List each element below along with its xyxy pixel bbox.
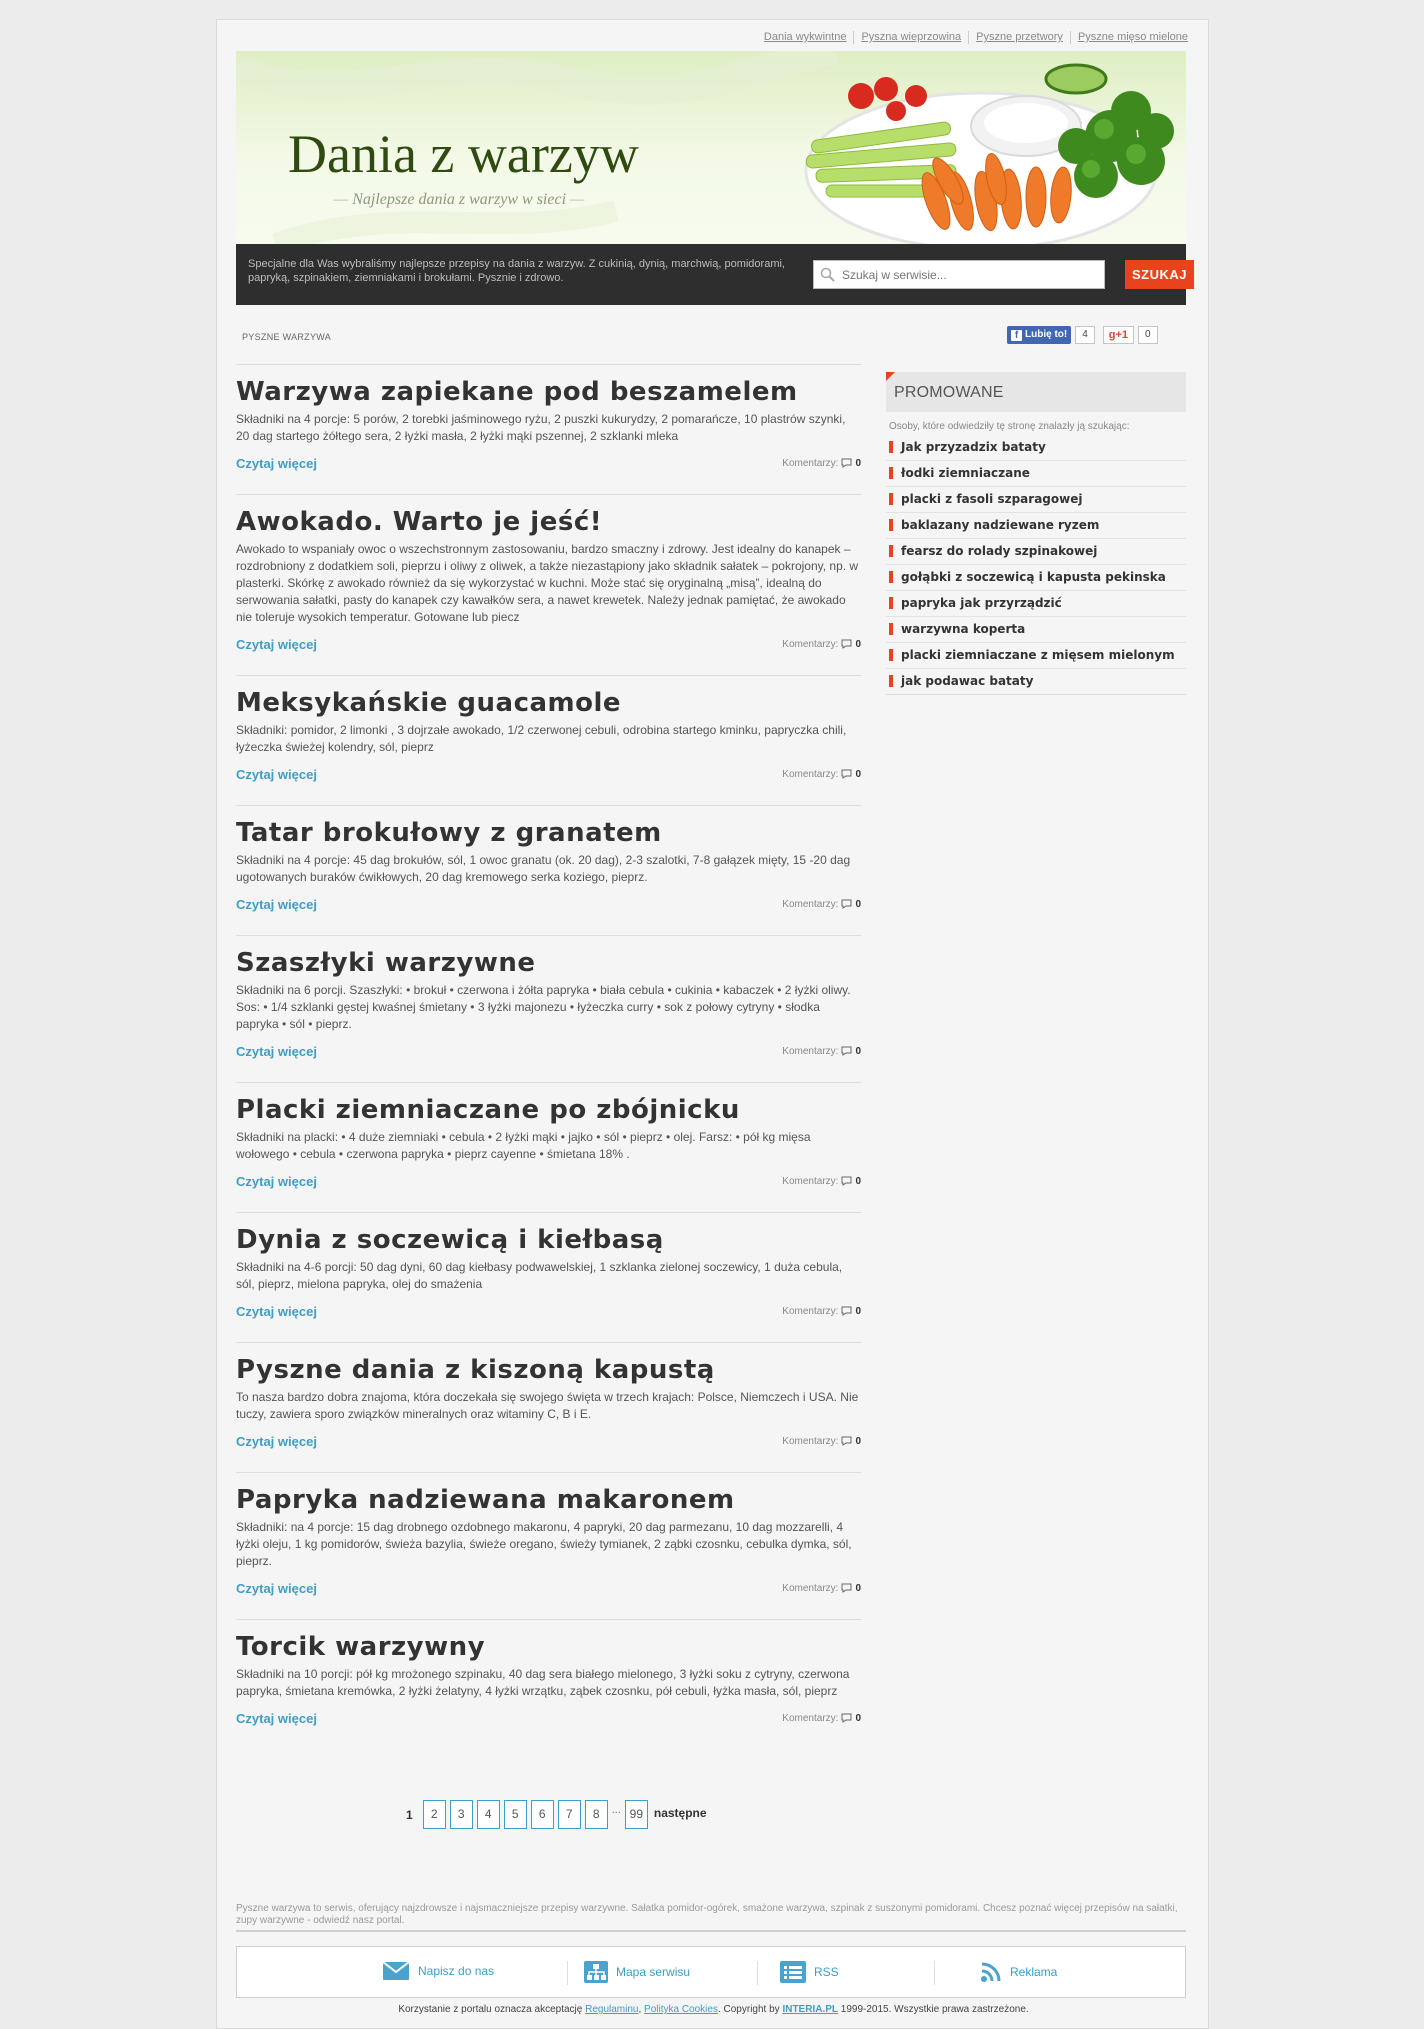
article-item [236,494,861,675]
article-excerpt: Składniki na placki: • 4 duże ziemniaki • cebula • 2 łyżki mąki • jajko • sól • pieprz • olej. Farsz: • pół kg mięsa wołowego • cebula • czerwona papryka • pieprz cayenne • śmietana 18% . [236,1130,811,1161]
comment-icon [841,1436,852,1446]
article-meta [236,634,861,654]
article-title[interactable]: Szaszłyki warzywne [236,948,536,978]
comments-number: 0 [855,1305,861,1317]
sidebar-list [886,435,1186,695]
search-box[interactable] [813,260,1105,289]
comments-count[interactable] [782,1713,861,1724]
article-excerpt: To nasza bardzo dobra znajoma, która doczekała się swojego święta w trzech krajach: Polsce, Niemczech i USA. Nie tuczy, zawiera sporo związków mineralnych oraz witaminy C, B i E. [236,1390,859,1421]
footer-ads-label: Reklama [1010,1965,1058,1979]
article-meta [236,1431,861,1451]
read-more-link[interactable]: Czytaj więcej [236,1710,317,1726]
comments-label: Komentarzy: [782,457,839,469]
footer-rss-label: RSS [814,1965,839,1979]
pagination-last-page[interactable]: 99 [625,1800,648,1829]
copyright [217,2004,1210,2015]
comments-number: 0 [855,638,861,650]
comments-count[interactable] [782,899,861,910]
article-meta [236,894,861,914]
footer-link-rss[interactable] [780,1961,839,1983]
breadcrumb[interactable]: PYSZNE WARZYWA [242,332,332,342]
footer-contact-label: Napisz do nas [418,1964,495,1978]
comment-icon [841,639,852,649]
comments-number: 0 [855,1435,861,1447]
comment-icon [841,1713,852,1723]
article-title[interactable]: Dynia z soczewicą i kiełbasą [236,1225,664,1255]
article-excerpt: Składniki: na 4 porcje: 15 dag drobnego ozdobnego makaronu, 4 papryki, 20 dag parmezanu, 10 dag mozzarelli, 4 łyżki oleju, 1 kg pomidorów, świeża bazylia, świeże oregano, świeży tymianek, 2 ząbki czosnku, cebulka dymka, sól, pieprz. [236,1520,852,1568]
read-more-link[interactable]: Czytaj więcej [236,766,317,782]
sidebar-promoted [886,372,1186,695]
comments-label: Komentarzy: [782,638,839,650]
tagline-text: Najlepsze dania z warzyw w sieci [352,191,567,208]
article-item [236,1212,861,1342]
footer-link-contact[interactable] [382,1961,494,1981]
sidebar-item[interactable]: jak podawac bataty [886,669,1186,695]
comments-number: 0 [855,457,861,469]
read-more-link[interactable]: Czytaj więcej [236,455,317,471]
rss-icon [980,1961,1002,1983]
facebook-like-button[interactable] [1007,326,1071,344]
comment-icon [841,899,852,909]
footer-separator [934,1961,935,1985]
sidebar-item[interactable]: fearsz do rolady szpinakowej [886,539,1186,565]
read-more-link[interactable]: Czytaj więcej [236,1433,317,1449]
top-links [757,31,1188,44]
envelope-icon [382,1961,410,1981]
comments-label: Komentarzy: [782,1435,839,1447]
top-link-dania-wykwintne[interactable]: Dania wykwintne [763,31,847,43]
article-item [236,1082,861,1212]
footer-divider [236,1930,1186,1932]
google-plus-button[interactable]: g+1 [1103,326,1134,344]
article-item [236,1619,861,1766]
comments-count[interactable] [782,769,861,780]
article-excerpt: Składniki na 6 porcji. Szaszłyki: • brokuł • czerwona i żółta papryka • biała cebula • cukinia • kabaczek • 2 łyżki oliwy. Sos: • 1/4 szklanki gęstej kwaśnej śmietany • 3 łyżki majonezu • łyżeczka curry • sok z połowy cytryny • słodka papryka • sól • pieprz. [236,983,851,1031]
comment-icon [841,769,852,779]
sidebar-item[interactable]: warzywna koperta [886,617,1186,643]
google-plus-count: 0 [1138,326,1158,344]
page-container [216,19,1209,2029]
top-link-pyszne-przetwory[interactable]: Pyszne przetwory [968,31,1070,44]
comments-count[interactable] [782,1306,861,1317]
read-more-link[interactable]: Czytaj więcej [236,1043,317,1059]
article-title[interactable]: Tatar brokułowy z granatem [236,818,662,848]
pagination-page[interactable]: 3 [450,1800,473,1829]
comments-number: 0 [855,1045,861,1057]
sidebar-title: PROMOWANE [894,384,1004,401]
article-meta [236,1708,861,1728]
site-title[interactable]: Dania z warzyw [288,124,639,184]
top-link-pyszna-wieprzowina[interactable]: Pyszna wieprzowina [853,31,968,44]
footer-separator [757,1961,758,1985]
article-item [236,1342,861,1472]
article-excerpt: Składniki na 4 porcje: 45 dag brokułów, sól, 1 owoc granatu (ok. 20 dag), 2-3 szalotki, 7-8 gałązek mięty, 15 -20 dag ugotowanych buraków ćwikłowych, 20 dag kremowego serka koziego, pieprz. [236,853,851,884]
social-buttons [1007,326,1158,344]
comments-number: 0 [855,1582,861,1594]
article-item [236,675,861,805]
article-item [236,1472,861,1619]
footer-links [236,1946,1186,1998]
article-meta [236,453,861,473]
pagination-page[interactable]: 7 [558,1800,581,1829]
article-meta [236,764,861,784]
article-excerpt: Składniki: pomidor, 2 limonki , 3 dojrzałe awokado, 1/2 czerwonej cebuli, odrobina startego kminku, papryczka chili, łyżeczka świeżej kolendry, sól, pieprz [236,723,847,754]
article-item [236,805,861,935]
footer-description: Pyszne warzywa to serwis, oferujący najzdrowsze i najsmaczniejsze przepisy warzywne. Sałatka pomidor-ogórek, smażone warzywa, szpinak z suszonymi pomidorami. Chcesz poznać więcej przepisów na sałatki, zupy warzywne - odwiedź nasz portal. [236,1903,1178,1926]
article-title[interactable]: Placki ziemniaczane po zbójnicku [236,1095,740,1125]
article-meta [236,1041,861,1061]
comments-number: 0 [855,1175,861,1187]
comment-icon [841,1583,852,1593]
comment-icon [841,1046,852,1056]
read-more-link[interactable]: Czytaj więcej [236,1303,317,1319]
comments-label: Komentarzy: [782,1175,839,1187]
comments-label: Komentarzy: [782,1305,839,1317]
pagination [400,1800,707,1829]
search-button[interactable]: SZUKAJ [1125,260,1194,289]
pagination-page[interactable]: 8 [585,1800,608,1829]
search-icon [820,267,835,282]
comments-label: Komentarzy: [782,768,839,780]
article-title[interactable]: Meksykańskie guacamole [236,688,622,718]
article-meta [236,1578,861,1598]
pagination-page[interactable]: 6 [531,1800,554,1829]
search-input[interactable] [842,261,1097,288]
copyright-prefix: Korzystanie z portalu oznacza akceptację [398,2004,583,2015]
read-more-link[interactable]: Czytaj więcej [236,1580,317,1596]
article-title[interactable]: Awokado. Warto je jeść! [236,507,603,537]
footer-link-sitemap[interactable] [584,1961,690,1983]
top-link-pyszne-mieso-mielone[interactable]: Pyszne mięso mielone [1070,31,1188,44]
sidebar-item[interactable]: Jak przyzadzix bataty [886,435,1186,461]
cookies-policy-link[interactable]: Polityka Cookies [644,2004,718,2015]
comments-count[interactable] [782,458,861,469]
sidebar-corner-accent [886,372,895,381]
sidebar-item[interactable]: placki ziemniaczane z mięsem mielonym [886,643,1186,669]
article-meta [236,1301,861,1321]
sidebar-item[interactable]: łodki ziemniaczane [886,461,1186,487]
footer-link-ads[interactable] [980,1961,1057,1983]
sidebar-item[interactable]: gołąbki z soczewicą i kapusta pekinska [886,565,1186,591]
comment-icon [841,458,852,468]
comments-number: 0 [855,1712,861,1724]
article-title[interactable]: Torcik warzywny [236,1632,486,1662]
article-excerpt: Składniki na 4-6 porcji: 50 dag dyni, 60 dag kiełbasy podwawelskiej, 1 szklanka zielonej soczewicy, 1 duża cebula, sól, pieprz, mielona papryka, olej do smażenia [236,1260,843,1291]
comments-label: Komentarzy: [782,1582,839,1594]
article-title[interactable]: Papryka nadziewana makaronem [236,1485,735,1515]
article-meta [236,1171,861,1191]
pagination-page[interactable]: 4 [477,1800,500,1829]
facebook-like-label: Lubię to! [1025,329,1068,340]
pagination-page[interactable]: 2 [423,1800,446,1829]
comments-label: Komentarzy: [782,1712,839,1724]
article-excerpt: Awokado to wspaniały owoc o wszechstronnym zastosowaniu, bardzo smaczny i zdrowy. Jest idealny do kanapek – rozdrobniony z dodatkiem soli, pieprzu i oliwy z oliwek, a także niezastąpiony jako składnik sałatek – pokrojony, np. w plasterki. Skórkę z awokado również da się wykorzystać w kuchni. Może stać się oryginalną „misą”, idealną do serwowania sałatki, pasty do kanapek czy kawałków sera, a nawet krewetek. Należy jednak pamiętać, że awokado nie toleruje wysokich temperatur. Gotowane lub piecz [236,542,859,624]
comments-label: Komentarzy: [782,1045,839,1057]
site-intro: Specjalne dla Was wybraliśmy najlepsze przepisy na dania z warzyw. Z cukinią, dynią, marchwią, pomidorami, papryką, szpinakiem, ziemniakami i brokułami. Pysznie i zdrowo. [248,258,785,284]
sidebar-header [886,372,1186,412]
interia-link[interactable]: INTERIA.PL [782,2004,839,2015]
comments-count[interactable] [782,1436,861,1447]
article-list [236,364,861,1766]
list-icon [780,1961,806,1983]
search-bar [236,244,1186,305]
footer-separator [567,1961,568,1985]
article-title[interactable]: Pyszne dania z kiszoną kapustą [236,1355,715,1385]
article-title[interactable]: Warzywa zapiekane pod beszamelem [236,377,798,407]
article-excerpt: Składniki na 4 porcje: 5 porów, 2 torebki jaśminowego ryżu, 2 puszki kukurydzy, 2 pomarańcze, 10 plastrów szynki, 20 dag startego żółtego sera, 2 łyżki masła, 2 łyżki mąki pszennej, 2 szklanki mleka [236,412,846,443]
site-tagline [334,191,584,209]
header-banner[interactable] [236,51,1186,244]
read-more-link[interactable]: Czytaj więcej [236,636,317,652]
comments-number: 0 [855,898,861,910]
sitemap-icon [584,1961,608,1983]
article-item [236,935,861,1082]
sidebar-item[interactable]: baklazany nadziewane ryzem [886,513,1186,539]
pagination-page[interactable]: 5 [504,1800,527,1829]
pagination-ellipsis: ... [611,1803,621,1816]
read-more-link[interactable]: Czytaj więcej [236,1173,317,1189]
pagination-current: 1 [406,1807,413,1822]
comment-icon [841,1306,852,1316]
sidebar-item[interactable]: placki z fasoli szparagowej [886,487,1186,513]
read-more-link[interactable]: Czytaj więcej [236,896,317,912]
comments-count[interactable] [782,1176,861,1187]
copyright-mid: . Copyright by [717,2004,780,2015]
facebook-like-count: 4 [1075,326,1095,344]
tagline-dash-left: — [334,191,349,208]
article-excerpt: Składniki na 10 porcji: pół kg mrożonego szpinaku, 40 dag sera białego mielonego, 3 łyżki soku z cytryny, czerwona papryka, śmietana kremówka, 2 łyżki żelatyny, 4 łyżki wrzątku, ząbek czosnku, pół cebuli, łyżka masła, sól, pieprz [236,1667,850,1698]
sidebar-note: Osoby, które odwiedziły tę stronę znalazły ją szukając: [889,421,1130,432]
copyright-suffix: 1999-2015. Wszystkie prawa zastrzeżone. [840,2004,1029,2015]
sidebar-item[interactable]: papryka jak przyrządzić [886,591,1186,617]
footer-sitemap-label: Mapa serwisu [616,1965,691,1979]
tagline-dash-right: — [570,191,585,208]
facebook-icon: f [1011,330,1022,341]
comments-number: 0 [855,768,861,780]
article-item [236,364,861,494]
terms-link[interactable]: Regulaminu [585,2004,639,2015]
comment-icon [841,1176,852,1186]
comments-count[interactable] [782,639,861,650]
pagination-next[interactable]: następne [653,1806,707,1820]
comments-label: Komentarzy: [782,898,839,910]
comments-count[interactable] [782,1583,861,1594]
copyright-separator: , [638,2004,642,2015]
comments-count[interactable] [782,1046,861,1057]
